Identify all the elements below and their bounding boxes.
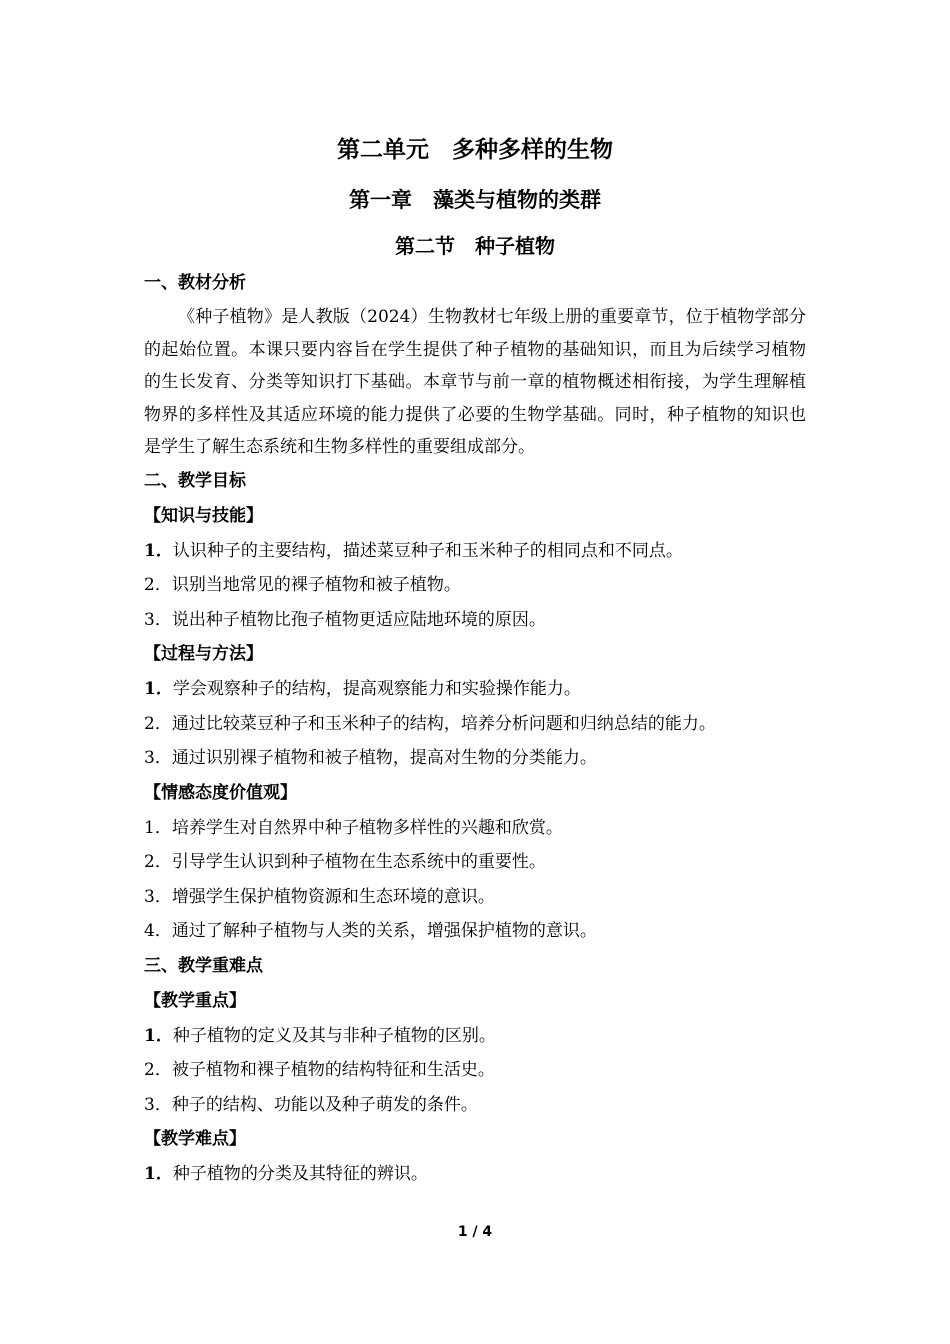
item-number: 1． [144, 679, 173, 699]
list-item [144, 845, 806, 880]
item-text: 种子植物的定义及其与非种子植物的区别。 [172, 1025, 496, 1046]
item-text: 通过识别裸子植物和被子植物，提高对生物的分类能力。 [171, 748, 597, 768]
list-item [144, 707, 806, 742]
item-text: 通过比较菜豆种子和玉米种子的结构，培养分析问题和归纳总结的能力。 [171, 713, 716, 734]
list-item [144, 741, 806, 776]
item-text: 引导学生认识到种子植物在生态系统中的重要性。 [171, 852, 546, 872]
item-text: 认识种子的主要结构，描述菜豆种子和玉米种子的相同点和不同点。 [172, 540, 683, 561]
list-item [144, 1019, 806, 1054]
list-item [144, 1053, 806, 1088]
item-text: 种子植物的分类及其特征的辨识。 [172, 1164, 428, 1184]
list-item [144, 811, 806, 846]
item-text: 识别当地常见的裸子植物和被子植物。 [171, 575, 461, 595]
item-number: 2． [144, 1060, 172, 1080]
section-title: 第二节 种子植物 [395, 234, 555, 258]
list-item [144, 1088, 806, 1123]
item-number: 1． [144, 540, 173, 561]
chapter-title: 第一章 藻类与植物的类群 [349, 188, 601, 212]
item-number: 1． [144, 817, 172, 838]
item-number: 3． [144, 748, 172, 768]
objectives-heading: 二、教学目标 [144, 470, 246, 491]
item-text: 学会观察种子的结构，提高观察能力和实验操作能力。 [172, 679, 581, 699]
list-item [144, 880, 806, 915]
list-item [144, 568, 806, 603]
knowledge-subheading: 【知识与技能】 [144, 505, 263, 526]
key-points-subheading: 【教学重点】 [144, 990, 246, 1011]
list-item [144, 534, 806, 569]
item-text: 说出种子植物比孢子植物更适应陆地环境的原因。 [171, 609, 546, 630]
document-page [144, 128, 806, 1192]
unit-title: 第二单元 多种多样的生物 [337, 137, 613, 163]
item-text: 培养学生对自然界中种子植物多样性的兴趣和欣赏。 [171, 817, 563, 838]
list-item [144, 914, 806, 949]
difficulties-heading: 三、教学重难点 [144, 955, 263, 976]
hard-points-subheading: 【教学难点】 [144, 1129, 246, 1149]
item-number: 4． [144, 921, 172, 941]
list-item [144, 603, 806, 638]
item-number: 3． [144, 886, 172, 907]
list-item [144, 672, 806, 707]
item-number: 3． [144, 609, 172, 630]
item-number: 1． [144, 1164, 173, 1184]
item-number: 1． [144, 1025, 173, 1046]
list-item [144, 1157, 806, 1192]
page-number: 1 / 4 [457, 1224, 493, 1240]
emotion-subheading: 【情感态度价值观】 [144, 782, 297, 803]
analysis-paragraph: 《种子植物》是人教版（2024）生物教材七年级上册的重要章节，位于植物学部分的起始位置。本课只要内容旨在学生提供了种子植物的基础知识，而且为后续学习植物的生长发育、分类等知识打下基础。本章节与前一章的植物概述相衔接，为学生理解植物界的多样性及其适应环境的能力提供了必要的生物学基础。同时，种子植物的知识也是学生了解生态系统和生物多样性的重要组成部分。 [144, 307, 806, 457]
item-text: 通过了解种子植物与人类的关系，增强保护植物的意识。 [171, 921, 597, 941]
item-number: 2． [144, 575, 172, 595]
item-number: 3． [144, 1094, 172, 1115]
item-text: 增强学生保护植物资源和生态环境的意识。 [171, 886, 495, 907]
item-text: 种子的结构、功能以及种子萌发的条件。 [171, 1094, 478, 1115]
item-text: 被子植物和裸子植物的结构特征和生活史。 [171, 1060, 495, 1080]
analysis-heading: 一、教材分析 [144, 273, 246, 293]
item-number: 2． [144, 852, 172, 872]
item-number: 2． [144, 713, 172, 734]
process-subheading: 【过程与方法】 [144, 644, 263, 664]
